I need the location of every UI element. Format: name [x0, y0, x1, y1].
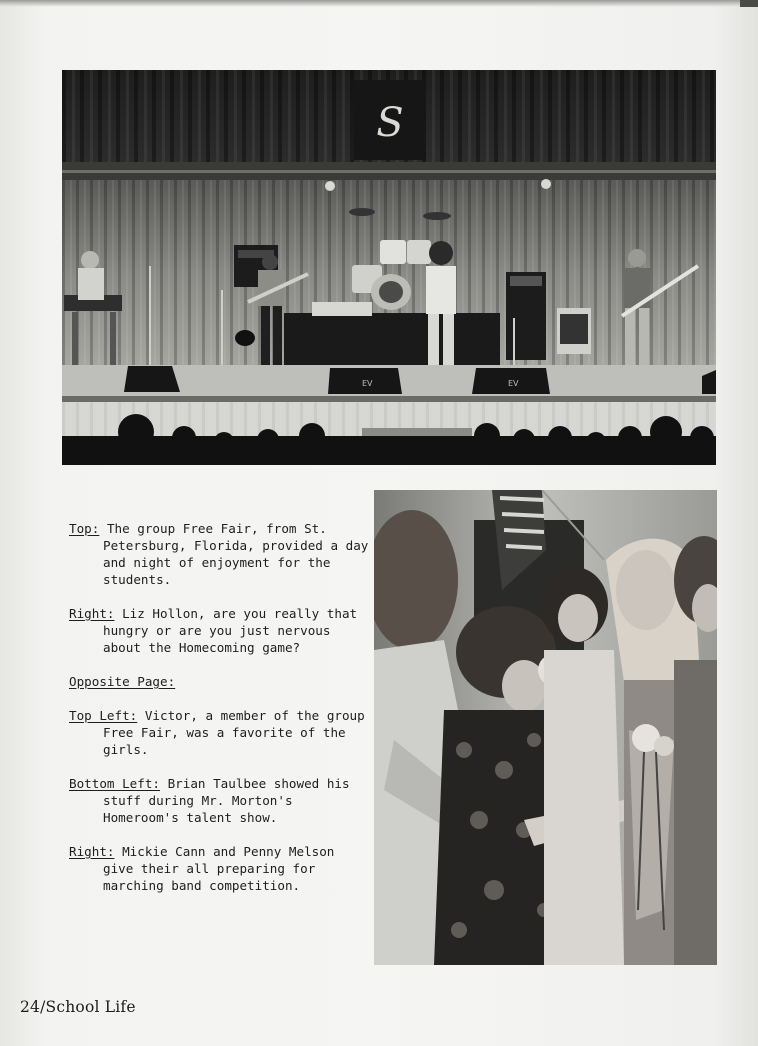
- caption-top-text: The group Free Fair, from St. Petersburg, Florida, provided a day and night of enjoyment for the students.: [103, 521, 369, 587]
- homecoming-girls-photo: [374, 490, 717, 965]
- svg-text:EV: EV: [362, 379, 373, 388]
- caption-right: [69, 605, 369, 656]
- floor-monitor-center: [328, 368, 402, 394]
- photo-captions: [69, 520, 369, 911]
- caption-right-2-label: Right:: [69, 844, 115, 859]
- caption-bottom-left-label: Bottom Left:: [69, 776, 160, 791]
- caption-right-label: Right:: [69, 606, 115, 621]
- floor-monitor-right: [472, 368, 550, 394]
- svg-text:EV: EV: [508, 379, 519, 388]
- caption-top-left-text: Victor, a member of the group Free Fair, was a favorite of the girls.: [103, 708, 365, 757]
- caption-top-left: [69, 707, 369, 758]
- caption-right-2-text: Mickie Cann and Penny Melson give their all preparing for marching band competition.: [103, 844, 335, 893]
- girl-far-right: [674, 536, 717, 965]
- caption-bottom-left-text: Brian Taulbee showed his stuff during Mr. Morton's Homeroom's talent show.: [103, 776, 350, 825]
- caption-top: [69, 520, 369, 588]
- caption-top-label: Top:: [69, 521, 100, 536]
- page-folio: 24/School Life: [20, 998, 136, 1016]
- floor-monitor-left: [124, 366, 180, 392]
- opposite-page-heading: Opposite Page:: [69, 674, 176, 689]
- caption-bottom-left: [69, 775, 369, 826]
- page-top-edge: [0, 0, 758, 7]
- caption-top-left-label: Top Left:: [69, 708, 138, 723]
- stage-emblem-letter: S: [376, 100, 404, 146]
- page-corner-mark: [740, 0, 758, 7]
- caption-right-text: Liz Hollon, are you really that hungry or are you just nervous about the Homecoming game?: [103, 606, 358, 655]
- band-stage-photo: [62, 70, 716, 465]
- caption-right-2: [69, 843, 369, 894]
